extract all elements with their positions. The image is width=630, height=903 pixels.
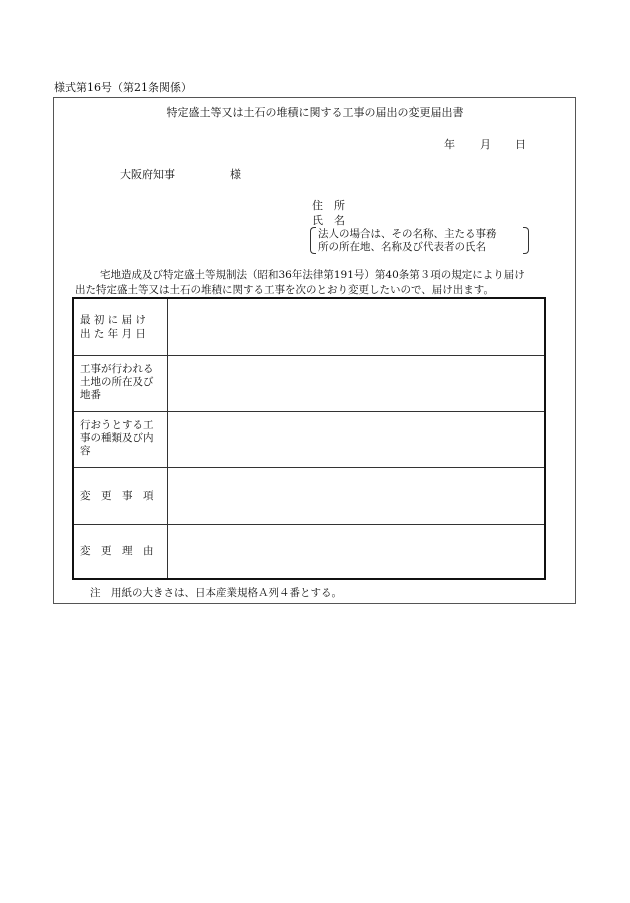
addressee-name: 大阪府知事	[120, 168, 175, 181]
form-number-label: 様式第16号（第21条関係）	[54, 81, 192, 94]
table-row-change-items	[74, 468, 544, 525]
change-details-table	[72, 297, 546, 580]
row-label-line: 事の種類及び内	[80, 432, 154, 444]
row-label-line: 最 初 に 届 け	[80, 314, 146, 326]
row-label-line: 行おうとする工	[80, 419, 154, 431]
row-label-line: 容	[80, 445, 91, 457]
table-row-work-type	[74, 412, 544, 468]
table-row-location	[74, 356, 544, 412]
paper-size-footnote: 注 用紙の大きさは、日本産業規格Ａ列４番とする。	[90, 587, 342, 599]
row-label-line: 地番	[80, 389, 101, 401]
location-field[interactable]	[168, 356, 544, 411]
corporation-note-line1: 法人の場合は、その名称、主たる事務	[318, 228, 497, 240]
row-label-line: 工事が行われる	[80, 363, 154, 375]
body-text-line2: 出た特定盛土等又は土石の堆積に関する工事を次のとおり変更したいので、届け出ます。	[75, 284, 494, 296]
change-reason-field[interactable]	[168, 525, 544, 578]
row-label-line: 変 更 理 由	[80, 545, 154, 557]
right-bracket	[523, 227, 529, 254]
change-items-field[interactable]	[168, 468, 544, 524]
address-label: 住 所	[312, 199, 345, 212]
row-label-line: 土地の所在及び	[80, 376, 154, 388]
form-title: 特定盛土等又は土石の堆積に関する工事の届出の変更届出書	[166, 106, 464, 119]
date-day: 日	[515, 138, 526, 151]
addressee-honorific: 様	[230, 168, 241, 181]
row-label-cell	[74, 412, 168, 467]
body-text-line1: 宅地造成及び特定盛土等規制法（昭和36年法律第191号）第40条第３項の規定により届け	[100, 269, 525, 281]
first-filed-date-field[interactable]	[168, 299, 544, 355]
row-label-cell	[74, 525, 168, 578]
row-label-cell	[74, 468, 168, 524]
date-year: 年	[444, 138, 455, 151]
name-label: 氏 名	[312, 214, 345, 227]
row-label-cell	[74, 299, 168, 355]
table-row-first-filed-date	[74, 299, 544, 356]
corporation-note-bracket	[310, 227, 529, 252]
row-label-line: 変 更 事 項	[80, 490, 154, 502]
table-row-change-reason	[74, 525, 544, 578]
row-label-line: 出 た 年 月 日	[80, 328, 146, 340]
left-bracket	[310, 227, 316, 254]
work-type-field[interactable]	[168, 412, 544, 467]
date-month: 月	[480, 138, 491, 151]
corporation-note-line2: 所の所在地、名称及び代表者の氏名	[318, 241, 486, 253]
row-label-cell	[74, 356, 168, 411]
